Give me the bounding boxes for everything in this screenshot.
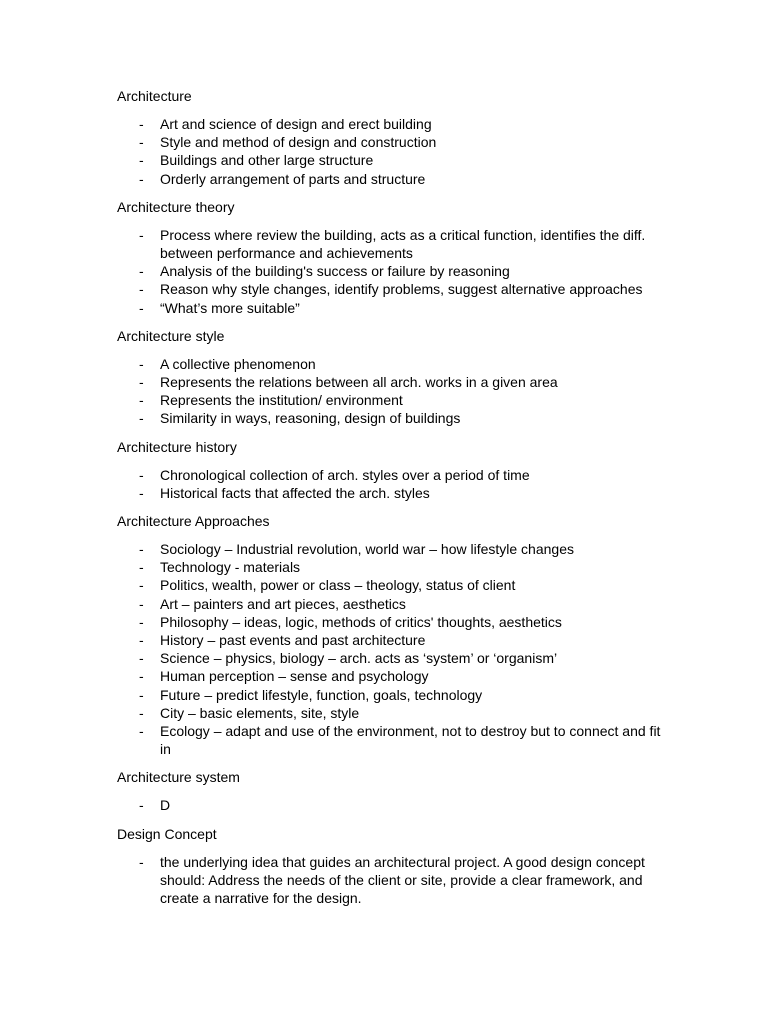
dash-bullet: -	[139, 170, 144, 187]
dash-bullet: -	[139, 410, 144, 427]
dash-bullet: -	[139, 686, 144, 703]
list-item-text: Art – painters and art pieces, aesthetics	[160, 595, 406, 612]
list-item	[117, 115, 668, 133]
list-item-text: the underlying idea that guides an architectural project. A good design concept should: Address the needs of the client or site, provide a clear framework, and create a narrative for the design.	[160, 853, 645, 907]
list-item	[117, 686, 668, 704]
dash-bullet: -	[139, 263, 144, 280]
section	[117, 768, 668, 814]
dash-bullet: -	[139, 853, 144, 870]
list-item	[117, 391, 668, 409]
list-item	[117, 355, 668, 373]
dash-bullet: -	[139, 281, 144, 298]
list-item-text: Future – predict lifestyle, function, goals, technology	[160, 686, 483, 703]
dash-bullet: -	[139, 704, 144, 721]
list-item	[117, 649, 668, 667]
dash-bullet: -	[139, 559, 144, 576]
section-heading: Architecture Approaches	[117, 513, 270, 530]
bullet-list	[117, 466, 668, 502]
list-item	[117, 558, 668, 576]
list-item	[117, 613, 668, 631]
section-heading: Architecture	[117, 88, 192, 104]
list-item-text: Analysis of the building's success or failure by reasoning	[160, 263, 510, 280]
list-item-text: Style and method of design and construction	[160, 134, 437, 151]
list-item	[117, 299, 668, 317]
list-item	[117, 796, 668, 814]
dash-bullet: -	[139, 355, 144, 372]
list-item-text: History – past events and past architecture	[160, 632, 426, 649]
dash-bullet: -	[139, 613, 144, 630]
dash-bullet: -	[139, 134, 144, 151]
list-item	[117, 667, 668, 685]
list-item	[117, 722, 668, 758]
list-item-text: Represents the relations between all arch. works in a given area	[160, 374, 558, 391]
list-item-text: Similarity in ways, reasoning, design of buildings	[160, 410, 461, 427]
list-item	[117, 280, 668, 298]
dash-bullet: -	[139, 466, 144, 483]
list-item	[117, 631, 668, 649]
list-item-text: Philosophy – ideas, logic, methods of critics' thoughts, aesthetics	[160, 613, 562, 630]
list-item	[117, 484, 668, 502]
list-item-text: Process where review the building, acts as a critical function, identifies the diff. between performance and achievements	[160, 226, 646, 262]
bullet-list	[117, 796, 668, 814]
section	[117, 198, 668, 317]
list-item-text: City – basic elements, site, style	[160, 704, 360, 721]
list-item-text: Ecology – adapt and use of the environment, not to destroy but to connect and fit in	[160, 723, 661, 758]
bullet-list	[117, 115, 668, 188]
list-item-text: A collective phenomenon	[160, 355, 316, 372]
list-item-text: Science – physics, biology – arch. acts as ‘system’ or ‘organism’	[160, 650, 558, 667]
section-heading: Architecture theory	[117, 198, 235, 215]
section	[117, 512, 668, 758]
dash-bullet: -	[139, 116, 144, 132]
dash-bullet: -	[139, 668, 144, 685]
dash-bullet: -	[139, 723, 144, 740]
section	[117, 825, 668, 908]
list-item	[117, 226, 668, 262]
dash-bullet: -	[139, 650, 144, 667]
list-item-text: Represents the institution/ environment	[160, 392, 403, 409]
list-item	[117, 409, 668, 427]
section-heading: Architecture system	[117, 769, 240, 786]
dash-bullet: -	[139, 577, 144, 594]
dash-bullet: -	[139, 226, 144, 243]
section-heading: Design Concept	[117, 825, 217, 842]
section-heading: Architecture history	[117, 438, 237, 455]
dash-bullet: -	[139, 541, 144, 558]
list-item-text: Art and science of design and erect building	[160, 116, 432, 132]
section	[117, 327, 668, 428]
list-item-text: Buildings and other large structure	[160, 152, 374, 169]
list-item	[117, 133, 668, 151]
list-item	[117, 151, 668, 169]
list-item-text: Sociology – Industrial revolution, world war – how lifestyle changes	[160, 541, 574, 558]
list-item	[117, 262, 668, 280]
list-item	[117, 853, 668, 908]
section-heading: Architecture style	[117, 327, 225, 344]
dash-bullet: -	[139, 797, 144, 814]
list-item-text: Historical facts that affected the arch. styles	[160, 484, 430, 501]
list-item	[117, 170, 668, 188]
list-item-text: Politics, wealth, power or class – theology, status of client	[160, 577, 516, 594]
bullet-list	[117, 853, 668, 908]
list-item-text: D	[160, 797, 171, 814]
section	[117, 438, 668, 502]
list-item-text: Chronological collection of arch. styles over a period of time	[160, 466, 530, 483]
dash-bullet: -	[139, 595, 144, 612]
list-item-text: Orderly arrangement of parts and structure	[160, 170, 426, 187]
list-item	[117, 373, 668, 391]
list-item-text: Technology - materials	[160, 559, 301, 576]
bullet-list	[117, 540, 668, 758]
dash-bullet: -	[139, 299, 144, 316]
list-item	[117, 595, 668, 613]
list-item	[117, 576, 668, 594]
list-item-text: Human perception – sense and psychology	[160, 668, 429, 685]
list-item	[117, 540, 668, 558]
dash-bullet: -	[139, 392, 144, 409]
bullet-list	[117, 355, 668, 428]
dash-bullet: -	[139, 484, 144, 501]
bullet-list	[117, 226, 668, 317]
dash-bullet: -	[139, 152, 144, 169]
list-item-text: Reason why style changes, identify problems, suggest alternative approaches	[160, 281, 643, 298]
section	[117, 87, 668, 188]
list-item	[117, 704, 668, 722]
dash-bullet: -	[139, 374, 144, 391]
list-item-text: “What’s more suitable”	[160, 299, 300, 316]
dash-bullet: -	[139, 632, 144, 649]
list-item	[117, 466, 668, 484]
